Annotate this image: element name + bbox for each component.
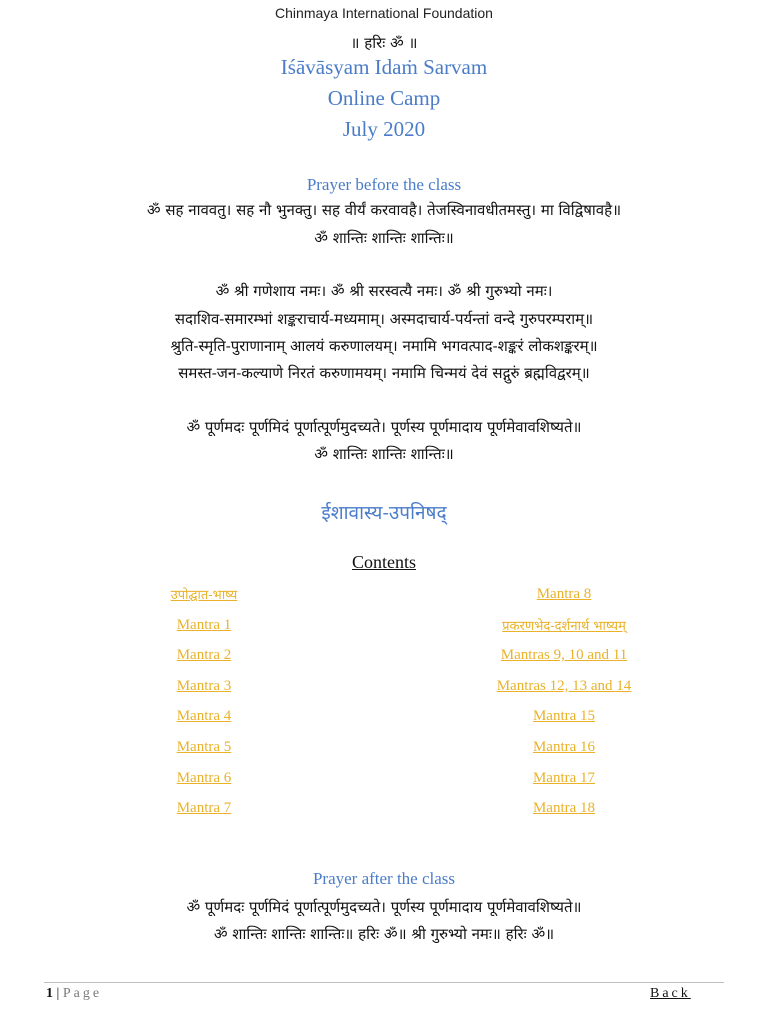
prayer-line: ॐ पूर्णमदः पूर्णमिदं पूर्णात्पूर्णमुदच्यते। पूर्णस्य पूर्णमादाय पूर्णमेवावशिष्यते॥: [186, 418, 582, 436]
list-item: [84, 616, 324, 647]
toc-link-mantra-6[interactable]: Mantra 6: [176, 769, 232, 786]
page-label: Page: [62, 986, 103, 1001]
toc-link-mantra-17[interactable]: Mantra 17: [532, 769, 596, 786]
page-number-separator: |: [53, 986, 63, 1001]
list-item: [84, 769, 324, 800]
toc-link-mantra-15[interactable]: Mantra 15: [532, 708, 596, 725]
prayer-line: ॐ शान्तिः शान्तिः शान्तिः॥: [314, 229, 454, 247]
prayer-before-heading: Prayer before the class: [306, 175, 462, 194]
prayer-line: श्रुति-स्मृति-पुराणानाम् आलयं करुणालयम्। नमामि भगवत्पाद-शङ्करं लोकशङ्करम्॥: [170, 337, 598, 355]
list-item: [444, 646, 684, 677]
organization-name: Chinmaya International Foundation: [275, 5, 493, 21]
list-item: [84, 799, 324, 830]
footer-divider: [44, 982, 724, 983]
toc-link-mantras-9-11[interactable]: Mantras 9, 10 and 11: [500, 647, 628, 664]
prayer-line: ॐ पूर्णमदः पूर्णमिदं पूर्णात्पूर्णमुदच्यते। पूर्णस्य पूर्णमादाय पूर्णमेवावशिष्यते॥: [186, 898, 582, 916]
list-item: [84, 738, 324, 769]
prayer-line: ॐ सह नाववतु। सह नौ भुनक्तु। सह वीर्यं करवावहै। तेजस्विनावधीतमस्तु। मा विद्विषावहै॥: [146, 201, 622, 219]
list-item: [444, 585, 684, 616]
toc-left-column: [84, 585, 324, 830]
prayer-line: समस्त-जन-कल्याणे निरतं करुणामयम्। नमामि चिन्मयं देवं सद्गुरुं ब्रह्मविद्वरम्॥: [178, 364, 590, 382]
toc-link-mantra-4[interactable]: Mantra 4: [176, 708, 232, 725]
back-link[interactable]: Back: [650, 986, 691, 1001]
page-title-line-3: July 2020: [342, 117, 426, 141]
prayer-line: ॐ श्री गणेशाय नमः। ॐ श्री सरस्वत्यै नमः। ॐ श्री गुरुभ्यो नमः।: [215, 282, 553, 300]
list-item: [84, 707, 324, 738]
page-title-line-2: Online Camp: [327, 86, 441, 110]
list-item: [444, 707, 684, 738]
page-title-line-1: Iśāvāsyam Idaṁ Sarvam: [280, 55, 488, 79]
list-item: [84, 646, 324, 677]
toc-link-mantras-12-14[interactable]: Mantras 12, 13 and 14: [496, 677, 632, 694]
list-item: [84, 585, 324, 616]
page-number-value: 1: [46, 986, 53, 1001]
prayer-line: सदाशिव-समारम्भां शङ्कराचार्य-मध्यमाम्। अस्मदाचार्य-पर्यन्तां वन्दे गुरुपरम्पराम्॥: [174, 310, 594, 328]
contents-heading: Contents: [351, 552, 416, 572]
toc-link-mantra-18[interactable]: Mantra 18: [532, 800, 596, 817]
prayer-after-heading: Prayer after the class: [312, 869, 456, 888]
toc-link-mantra-16[interactable]: Mantra 16: [532, 738, 596, 755]
prayer-line: ॐ शान्तिः शान्तिः शान्तिः॥ हरिः ॐ॥ श्री गुरुभ्यो नमः॥ हरिः ॐ॥: [213, 925, 555, 943]
toc-link-mantra-8[interactable]: Mantra 8: [536, 586, 592, 602]
invocation-line: ॥ हरिः ॐ ॥: [350, 34, 418, 52]
toc-link-mantra-2[interactable]: Mantra 2: [176, 647, 232, 664]
toc-link-prakaranabheda[interactable]: प्रकरणभेद-दर्शनार्थ भाष्यम्: [502, 618, 626, 634]
list-item: [444, 677, 684, 708]
upanishad-title: ईशावास्य-उपनिषद्: [321, 502, 447, 524]
toc-link-upodghata[interactable]: उपोद्घात-भाष्य: [170, 588, 238, 603]
toc-link-mantra-1[interactable]: Mantra 1: [176, 616, 232, 633]
list-item: [444, 769, 684, 800]
prayer-line: ॐ शान्तिः शान्तिः शान्तिः॥: [314, 445, 454, 463]
toc-link-mantra-7[interactable]: Mantra 7: [176, 800, 232, 817]
page-number: [46, 986, 102, 1002]
toc-right-column: [444, 585, 684, 830]
toc-link-mantra-3[interactable]: Mantra 3: [176, 677, 232, 694]
list-item: [444, 738, 684, 769]
toc-link-mantra-5[interactable]: Mantra 5: [176, 738, 232, 755]
list-item: [444, 616, 684, 647]
list-item: [84, 677, 324, 708]
list-item: [444, 799, 684, 830]
